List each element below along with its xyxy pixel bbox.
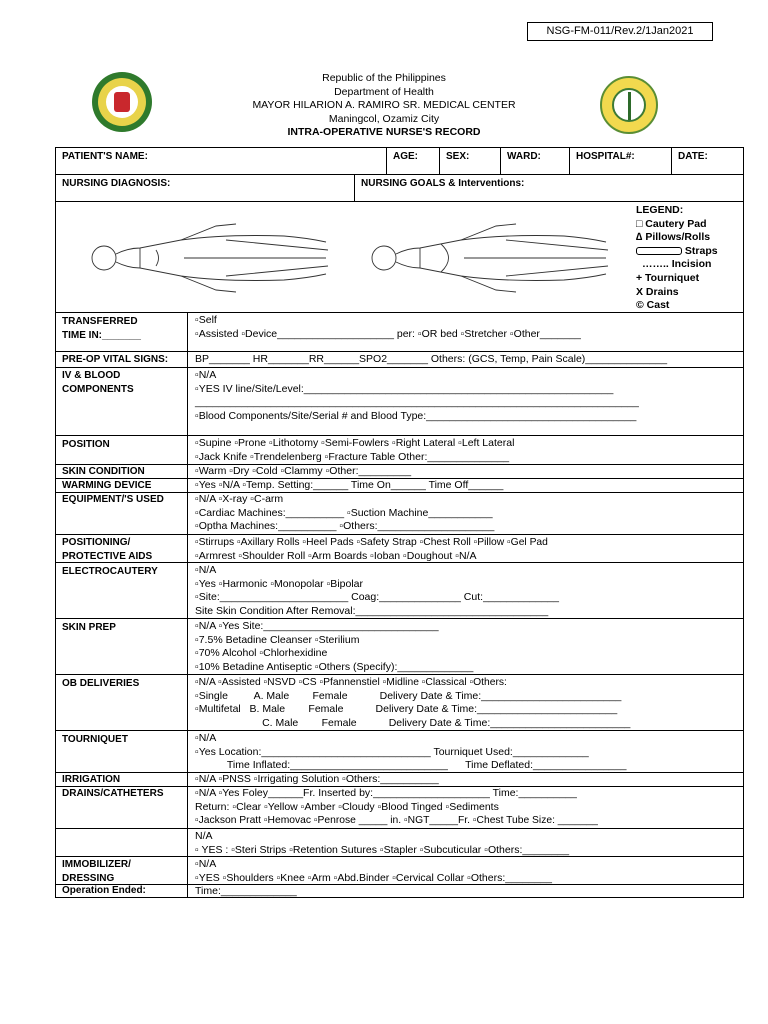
ob-third-delivery-field[interactable]: C. Male Female Delivery Date & Time:________________________ [195, 716, 631, 729]
skin-prep-site-field[interactable]: ▫N/A ▫Yes Site:______________________________ [195, 620, 439, 632]
ob-single-delivery-field[interactable]: ▫Single A. Male Female Delivery Date & Time:________________________ [195, 689, 622, 702]
position-options-2[interactable]: ▫Jack Knife ▫Trendelenberg ▫Fracture Table Other:______________ [195, 450, 510, 463]
electrocautery-row [55, 563, 744, 619]
form-title: INTRA-OPERATIVE NURSE'S RECORD [287, 126, 481, 138]
vital-signs-fields[interactable]: BP_______ HR_______RR______SPO2_______ Others: (GCS, Temp, Pain Scale)______________ [195, 353, 668, 365]
transferred-assisted-options[interactable]: ▫Assisted ▫Device____________________ per: ▫OR bed ▫Stretcher ▫Other_______ [195, 327, 581, 340]
iv-blood-row [55, 368, 744, 436]
header-republic: Republic of the Philippines [322, 72, 446, 84]
skin-condition-label: SKIN CONDITION [56, 465, 188, 478]
patient-name-field[interactable]: PATIENT'S NAME: [62, 151, 148, 162]
warming-device-options[interactable]: ▫Yes ▫N/A ▫Temp. Setting:______ Time On______ Time Off______ [195, 479, 504, 491]
return-options[interactable]: Return: ▫Clear ▫Yellow ▫Amber ▫Cloudy ▫Blood Tinged ▫Sediments [195, 800, 499, 813]
drains-catheters-row [55, 787, 744, 829]
tourniquet-location-field[interactable]: ▫Yes Location:_____________________________ Tourniquet Used:_____________ [195, 745, 589, 758]
legend-title: LEGEND: [636, 204, 684, 216]
sex-field[interactable]: SEX: [439, 148, 500, 174]
skin-prep-label: SKIN PREP [56, 619, 188, 674]
iv-line-continuation[interactable]: ____________________________________________________________________________ [195, 396, 639, 409]
tourniquet-label: TOURNIQUET [56, 731, 188, 772]
protective-aids-label: PROTECTIVE AIDS [62, 550, 153, 562]
iv-blood-label: IV & BLOOD [62, 370, 121, 381]
immobilizer-options[interactable]: ▫YES ▫Shoulders ▫Knee ▫Arm ▫Abd.Binder ▫Cervical Collar ▫Others:________ [195, 871, 552, 884]
closure-options[interactable]: ▫ YES : ▫Steri Strips ▫Retention Sutures ▫Stapler ▫Subcuticular ▫Others:________ [195, 843, 570, 856]
skin-condition-options[interactable]: ▫Warm ▫Dry ▫Cold ▫Clammy ▫Other:_________ [195, 465, 412, 477]
position-row [55, 436, 744, 465]
legend-pillows-rolls: ∆ Pillows/Rolls [636, 231, 711, 244]
irrigation-options[interactable]: ▫N/A ▫PNSS ▫Irrigating Solution ▫Others:__________ [195, 773, 439, 785]
body-diagram-row [55, 202, 744, 313]
skin-prep-options-2[interactable]: ▫70% Alcohol ▫Chlorhexidine [195, 647, 328, 660]
site-skin-condition-field[interactable]: Site Skin Condition After Removal:_________________________________ [195, 604, 549, 617]
hospital-number-field[interactable]: HOSPITAL#: [569, 148, 671, 174]
ob-multifetal-delivery-field[interactable]: ▫Multifetal B. Male Female Delivery Date & Time:________________________ [195, 703, 618, 716]
tourniquet-time-fields[interactable]: Time Inflated:___________________________ Time Deflated:________________ [195, 759, 627, 772]
wound-closure-row [55, 829, 744, 857]
header-department: Department of Health [334, 85, 434, 98]
legend-tourniquet: + Tourniquet [636, 271, 700, 284]
positioning-options-1[interactable]: ▫Stirrups ▫Axillary Rolls ▫Heel Pads ▫Safety Strap ▫Chest Roll ▫Pillow ▫Gel Pad [195, 537, 548, 548]
transferred-label: TRANSFERRED [62, 316, 138, 327]
equipment-options-2[interactable]: ▫Cardiac Machines:__________ ▫Suction Machine___________ [195, 506, 493, 519]
immobilizer-na-option[interactable]: ▫N/A [195, 858, 217, 870]
components-label: COMPONENTS [62, 383, 134, 395]
iv-line-site-field[interactable]: ▫YES IV line/Site/Level:_____________________________________________________ [195, 382, 614, 395]
skin-prep-row [55, 619, 744, 675]
preop-vital-signs-row [55, 352, 744, 368]
equipment-options-3[interactable]: ▫Optha Machines:__________ ▫Others:____________________ [195, 520, 495, 533]
skin-prep-options-3[interactable]: ▫10% Betadine Antiseptic ▫Others (Specify):_____________ [195, 660, 474, 673]
electrocautery-type-options[interactable]: ▫Yes ▫Harmonic ▫Monopolar ▫Bipolar [195, 577, 363, 590]
ob-delivery-type-options[interactable]: ▫N/A ▫Assisted ▫NSVD ▫CS ▫Pfannenstiel ▫Midline ▫Classical ▫Others: [195, 677, 507, 688]
transferred-row [55, 313, 744, 352]
drain-type-options[interactable]: ▫Jackson Pratt ▫Hemovac ▫Penrose _____ in. ▫NGT_____Fr. ▫Chest Tube Size: _______ [195, 815, 598, 827]
straps-line-icon [636, 247, 682, 255]
diagnosis-row [55, 175, 744, 202]
equipment-row [55, 493, 744, 535]
tourniquet-na-option[interactable]: ▫N/A [195, 732, 217, 744]
wound-closure-label-cell [56, 829, 188, 856]
blood-components-field[interactable]: ▫Blood Components/Site/Serial # and Blood Type:____________________________________ [195, 409, 637, 422]
operation-ended-row [55, 885, 744, 898]
warming-device-label: WARMING DEVICE [56, 479, 188, 492]
transferred-self-option[interactable]: ▫Self [195, 314, 217, 326]
ward-field[interactable]: WARD: [500, 148, 569, 174]
foley-catheter-field[interactable]: ▫N/A ▫Yes Foley______Fr. Inserted by:____________________ Time:__________ [195, 787, 577, 799]
legend-incision: …….. Incision [642, 258, 712, 271]
dressing-label: DRESSING [62, 872, 115, 884]
iv-na-option[interactable]: ▫N/A [195, 369, 217, 381]
date-field[interactable]: DATE: [671, 148, 745, 174]
medical-center-seal-icon [600, 76, 658, 134]
equipment-options-1[interactable]: ▫N/A ▫X-ray ▫C-arm [195, 493, 284, 505]
equipment-label: EQUIPMENT/'S USED [56, 493, 188, 534]
intra-operative-form [55, 147, 744, 897]
nursing-diagnosis-field[interactable]: NURSING DIAGNOSIS: [62, 178, 171, 189]
legend-straps: Straps [636, 245, 718, 259]
closure-na-option[interactable]: N/A [195, 830, 213, 842]
header-address: Maningcol, Ozamiz City [328, 112, 440, 125]
position-options-1[interactable]: ▫Supine ▫Prone ▫Lithotomy ▫Semi-Fowlers ▫Right Lateral ▫Left Lateral [195, 437, 515, 449]
doh-seal-icon [92, 72, 152, 132]
irrigation-row [55, 773, 744, 787]
immobilizer-label: IMMOBILIZER/ [62, 859, 131, 870]
position-label: POSITION [56, 436, 188, 464]
electrocautery-site-fields[interactable]: ▫Site:______________________ Coag:______________ Cut:_____________ [195, 591, 559, 604]
ob-deliveries-row [55, 675, 744, 731]
skin-condition-row [55, 465, 744, 479]
ob-deliveries-label: OB DELIVERIES [56, 675, 188, 730]
positioning-label: POSITIONING/ [62, 537, 131, 548]
time-in-label[interactable]: TIME IN:_______ [62, 329, 141, 341]
age-field[interactable]: AGE: [386, 148, 439, 174]
immobilizer-dressing-row [55, 857, 744, 885]
patient-info-row [55, 147, 744, 175]
nursing-goals-field[interactable]: NURSING GOALS & Interventions: [354, 175, 745, 201]
drains-catheters-label: DRAINS/CATHETERS [56, 787, 188, 828]
legend-cast: © Cast [636, 299, 670, 312]
body-back-view-icon [356, 220, 616, 300]
skin-prep-options-1[interactable]: ▫7.5% Betadine Cleanser ▫Sterilium [195, 633, 360, 646]
operation-ended-label: Operation Ended: [56, 885, 188, 897]
legend-drains: X Drains [636, 285, 679, 298]
positioning-options-2[interactable]: ▫Armrest ▫Shoulder Roll ▫Arm Boards ▫Ioban ▫Doughout ▫N/A [195, 549, 477, 562]
warming-device-row [55, 479, 744, 493]
legend-cautery-pad: □ Cautery Pad [636, 217, 707, 230]
tourniquet-row [55, 731, 744, 773]
electrocautery-na-option[interactable]: ▫N/A [195, 564, 217, 576]
electrocautery-label: ELECTROCAUTERY [56, 563, 188, 618]
header-hospital-name: MAYOR HILARION A. RAMIRO SR. MEDICAL CENTER [252, 99, 516, 111]
document-code: NSG-FM-011/Rev.2/1Jan2021 [527, 22, 713, 41]
positioning-aids-row [55, 535, 744, 563]
document-header [180, 72, 588, 140]
preop-vital-signs-label: PRE-OP VITAL SIGNS: [56, 352, 188, 367]
irrigation-label: IRRIGATION [56, 773, 188, 786]
operation-ended-time-field[interactable]: Time:_____________ [195, 885, 297, 897]
legend [636, 204, 718, 313]
body-front-view-icon [76, 220, 336, 300]
